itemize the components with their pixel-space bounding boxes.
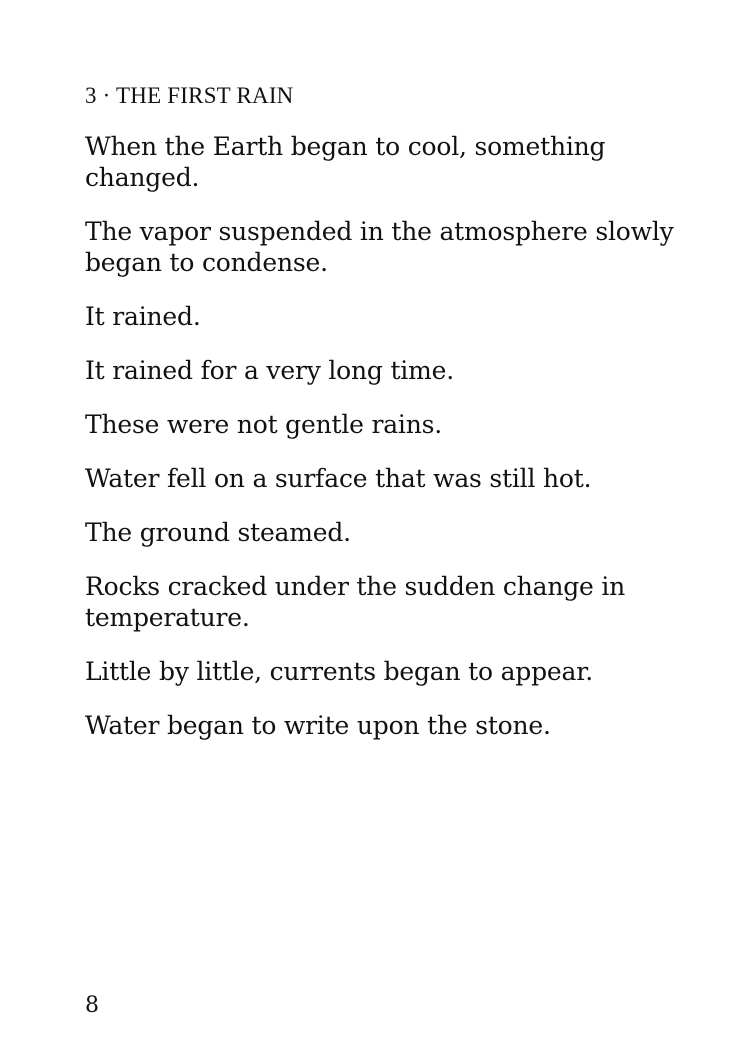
paragraph: The vapor suspended in the atmosphere slowly began to condense. bbox=[85, 217, 674, 277]
paragraph: It rained. bbox=[85, 302, 201, 331]
chapter-heading: 3 · THE FIRST RAIN bbox=[85, 83, 294, 108]
paragraph: Little by little, currents began to appear. bbox=[85, 657, 593, 686]
page-number: 8 bbox=[85, 993, 99, 1018]
paragraph: It rained for a very long time. bbox=[85, 356, 454, 385]
paragraph: Water began to write upon the stone. bbox=[85, 711, 551, 740]
paragraph: Water fell on a surface that was still hot. bbox=[85, 464, 592, 493]
paragraph: These were not gentle rains. bbox=[85, 410, 442, 439]
body-text bbox=[85, 131, 675, 764]
paragraph: When the Earth began to cool, something changed. bbox=[85, 132, 606, 192]
paragraph: The ground steamed. bbox=[85, 518, 351, 547]
paragraph: Rocks cracked under the sudden change in temperature. bbox=[85, 572, 626, 632]
